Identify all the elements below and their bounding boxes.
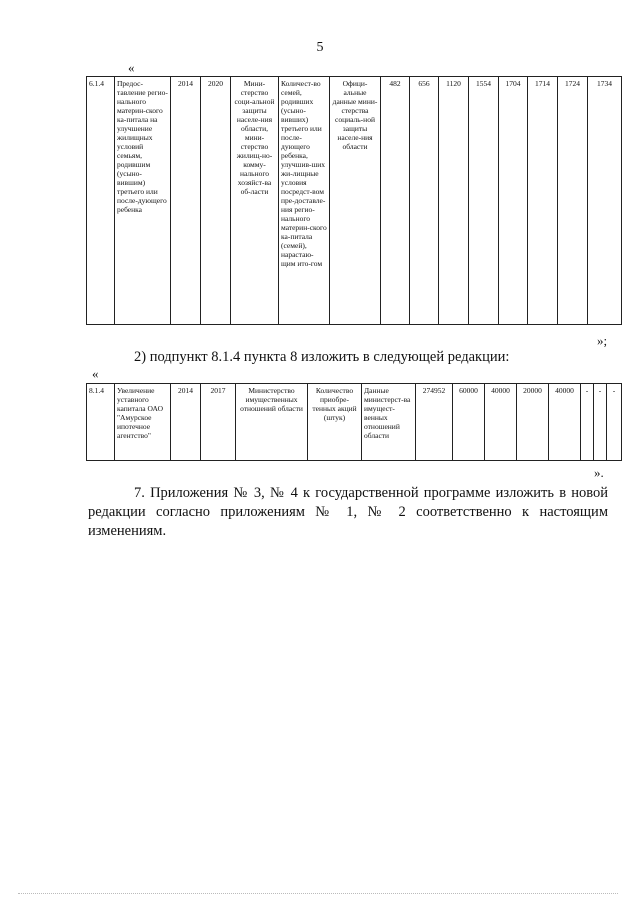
cell-value: 40000 <box>549 384 581 461</box>
cell-source: Данные министерст-ва имущест-венных отношений области <box>362 384 416 461</box>
cell-value: - <box>581 384 594 461</box>
table2-close-quote: ». <box>594 465 604 480</box>
subpoint-text: 2) подпункт 8.1.4 пункта 8 изложить в следующей редакции: <box>134 349 510 365</box>
cell-value: 274952 <box>416 384 453 461</box>
cell-value: 1734 <box>588 77 622 325</box>
cell-value: 656 <box>410 77 439 325</box>
table-8-1-4-previous <box>86 76 622 325</box>
cell-number: 8.1.4 <box>87 384 115 461</box>
cell-source: Офици-альные данные мини-стерства социаль-ной защиты населе-ния области <box>330 77 381 325</box>
cell-value: 1554 <box>469 77 499 325</box>
cell-value: 60000 <box>453 384 485 461</box>
cell-value: - <box>594 384 607 461</box>
cell-executor: Министерство имущественных отношений области <box>236 384 308 461</box>
cell-measure: Увеличение уставного капитала ОАО "Амурское ипотечное агентство" <box>115 384 171 461</box>
cell-start-year: 2014 <box>171 384 201 461</box>
cell-executor: Мини-стерство соци-альной защиты населе-ния области, мини-стерство жилищ-но-комму-нального хозяйст-ва об-ласти <box>231 77 279 325</box>
cell-measure: Предос-тавление регио-нального материн-ского ка-питала на улучшение жилищных условий семьям, родившим (усыно-вившим) третьего или после-дующего ребенка <box>115 77 171 325</box>
cell-number: 6.1.4 <box>87 77 115 325</box>
paragraph-7: 7. Приложения № 3, № 4 к государственной программе изложить в новой редакции согласно приложениям № 1, № 2 соответственно к настоящим изменениям. <box>88 485 608 539</box>
cell-value: - <box>607 384 622 461</box>
table-row <box>87 384 622 461</box>
page-number: 5 <box>316 40 324 55</box>
cell-value: 1714 <box>528 77 558 325</box>
cell-value: 40000 <box>485 384 517 461</box>
table-8-1-4-new <box>86 383 622 461</box>
table-row <box>87 77 622 325</box>
cell-indicator: Количест-во семей, родивших (усыно-вивших) третьего или после-дующего ребенка, улучшив-ших жи-лищные условия посредст-вом пре-доставле-ния регио-нального материн-ского ка-питала (семей), нарастаю-щим ито-гом <box>279 77 330 325</box>
cell-value: 1704 <box>499 77 528 325</box>
table1-close-quote: »; <box>597 333 608 348</box>
cell-indicator: Количество приобре-тенных акций (штук) <box>308 384 362 461</box>
cell-end-year: 2020 <box>201 77 231 325</box>
cell-value: 20000 <box>517 384 549 461</box>
table2-open-quote: « <box>92 366 99 381</box>
scan-edge-divider <box>18 893 618 895</box>
cell-start-year: 2014 <box>171 77 201 325</box>
cell-value: 1120 <box>439 77 469 325</box>
cell-value: 1724 <box>558 77 588 325</box>
cell-end-year: 2017 <box>201 384 236 461</box>
table1-open-quote: « <box>128 60 135 75</box>
cell-value: 482 <box>381 77 410 325</box>
